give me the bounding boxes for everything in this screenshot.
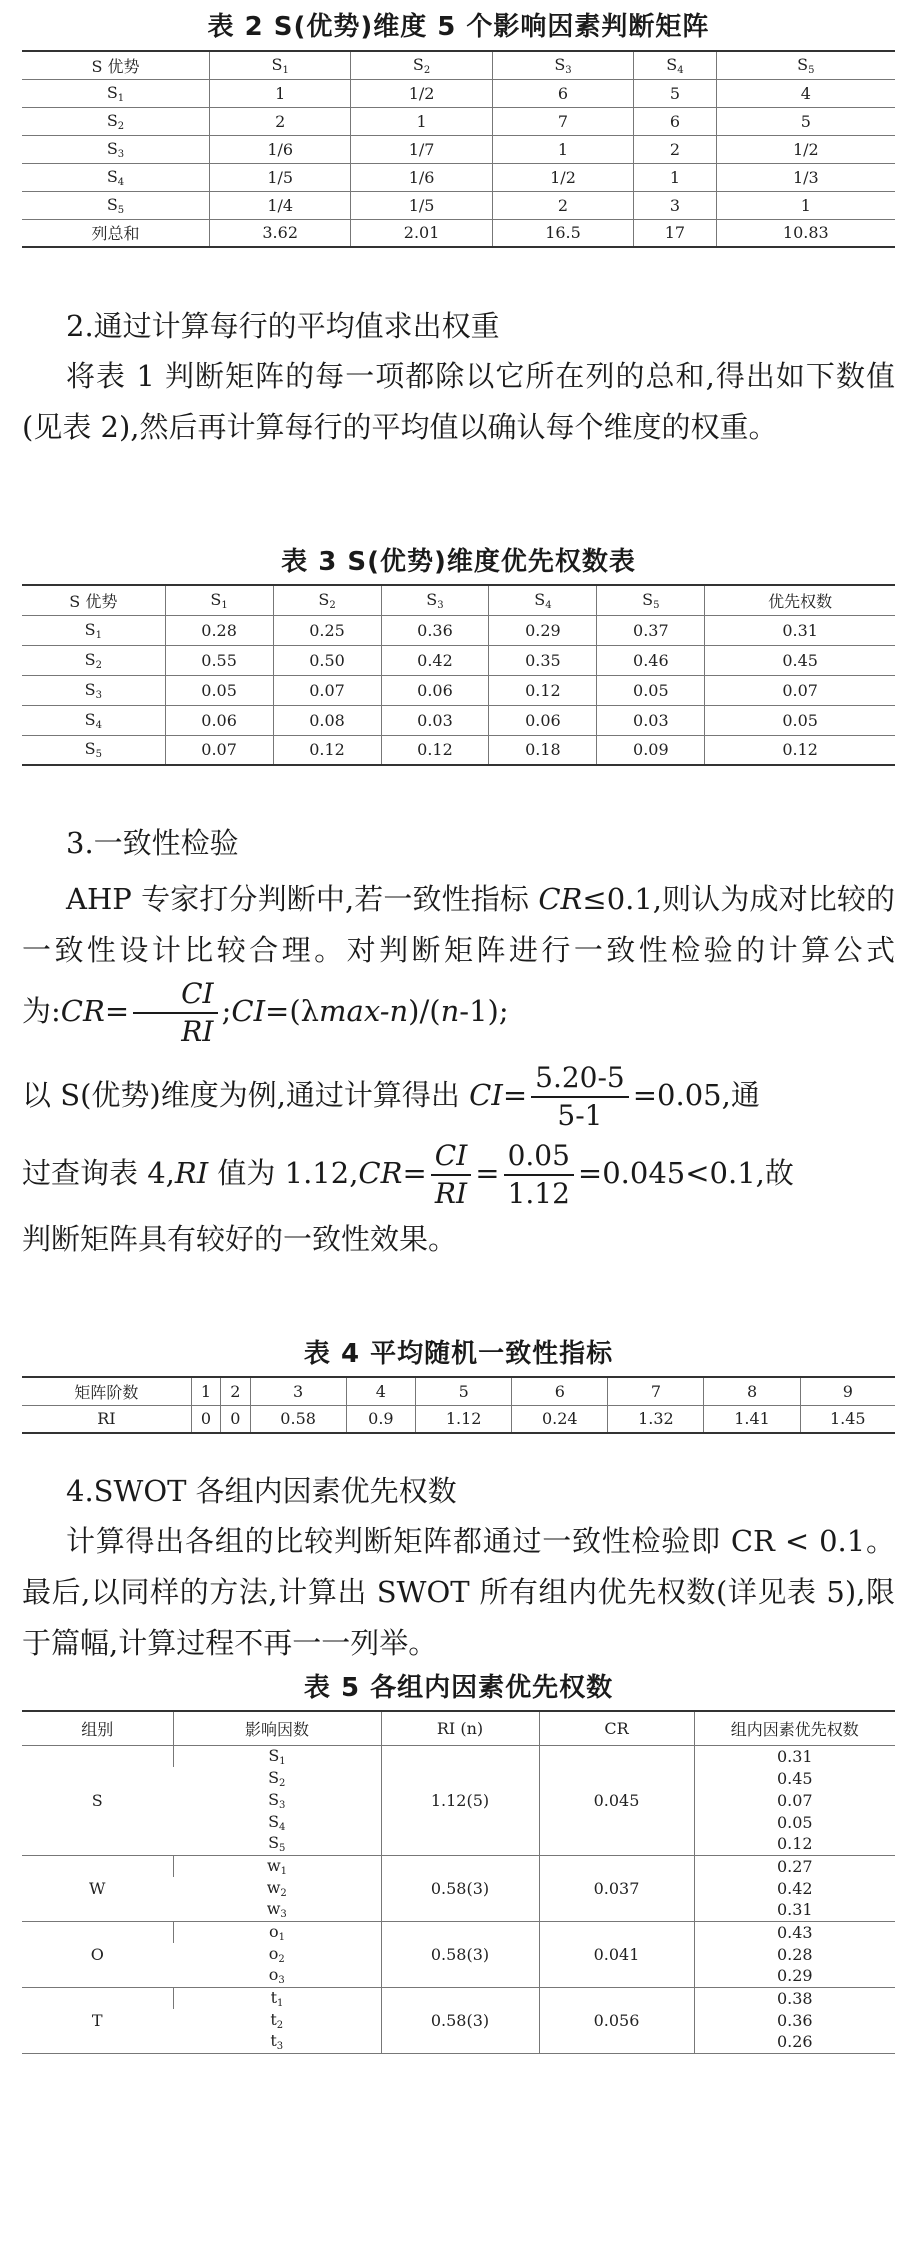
table5-factor-cell: $S_3$ (268, 1789, 286, 1811)
table5-factor-cell: $w_2$ (266, 1877, 287, 1899)
table2-cell: 1/5 (351, 191, 492, 219)
table3-cell: 0.18 (489, 735, 597, 765)
section4-paragraph: 计算得出各组的比较判断矩阵都通过一致性检验即 CR < 0.1。最后,以同样的方法,计算出 SWOT 所有组内优先权数(详见表 5),限于篇幅,计算过程不再一一列举。 (22, 1524, 895, 1660)
section3-text-e: 过查询表 4, (22, 1156, 175, 1190)
table3-cell: 0.42 (381, 645, 489, 675)
formula-semicolon: ; (221, 994, 232, 1028)
table3-cell: 0.07 (705, 675, 895, 705)
table3-caption: 表 3 S(优势)维度优先权数表 (281, 547, 636, 577)
table3-cell: 0.06 (489, 705, 597, 735)
table-row (22, 219, 895, 247)
section4 (22, 1466, 895, 1669)
table5-factor-cell: $t_1$ (173, 1987, 381, 2009)
section3-text-c: 以 S(优势)维度为例,通过计算得出 (22, 1078, 470, 1112)
formula-minus-n: -n (379, 994, 409, 1028)
section3-text-g: =0.045<0.1,故 (577, 1156, 794, 1190)
section3-heading: 3.一致性检验 (66, 826, 239, 860)
formula-tail: -1); (459, 994, 509, 1028)
table3-cell: $S_3$ (22, 675, 165, 705)
table5-ri-cell: 0.58(3) (381, 1855, 539, 1921)
table2-cell: 16.5 (492, 219, 633, 247)
table5-header-cell: 影响因数 (173, 1711, 381, 1745)
table-row (22, 79, 895, 107)
table-row (22, 191, 895, 219)
table4-header-cell: 5 (416, 1377, 512, 1405)
table-row (22, 675, 895, 705)
table4-cell: 0.9 (346, 1405, 415, 1433)
table2-header-cell: $S_4$ (634, 51, 716, 79)
table2-cell: 6 (634, 107, 716, 135)
table-row (22, 735, 895, 765)
formula-cr-lhs-2: CR (358, 1156, 403, 1190)
formula-mid: )/( (408, 994, 441, 1028)
table5-group-name: O (22, 1921, 173, 1987)
table2-cell: $S_1$ (22, 79, 209, 107)
table5-ri-cell: 0.58(3) (381, 1987, 539, 2053)
table5-weight-cell: 0.38 (694, 1987, 895, 2009)
table5-factor-cell: $t_3$ (173, 2031, 381, 2053)
fraction-num-ci-2: CI (431, 1138, 471, 1176)
table5-cr-cell: 0.041 (539, 1921, 694, 1987)
section3-text-f: 值为 1.12, (208, 1156, 359, 1190)
table3-cell: 0.50 (273, 645, 381, 675)
table5 (22, 1710, 895, 2054)
table5-factor-cell: $o_2$ (268, 1943, 285, 1965)
table3-cell: 0.07 (165, 735, 273, 765)
table3 (22, 584, 895, 766)
table2-cell: 1 (716, 191, 895, 219)
table2-cell: $S_3$ (22, 135, 209, 163)
table3-cell: 0.08 (273, 705, 381, 735)
table4-cell: 0.58 (250, 1405, 346, 1433)
table2-cell: 2 (209, 107, 350, 135)
table5-section (22, 1666, 895, 2054)
formula-eq: = (104, 994, 130, 1028)
table5-cr-cell: 0.037 (539, 1855, 694, 1921)
table4-header-cell: 1 (191, 1377, 220, 1405)
table4-header-cell: 9 (800, 1377, 895, 1405)
table2-cell: 1 (351, 107, 492, 135)
formula-eq-2: = (502, 1078, 528, 1112)
table2-header-cell: $S_2$ (351, 51, 492, 79)
table5-header-row (22, 1711, 895, 1745)
section2-paragraph: 将表 1 判断矩阵的每一项都除以它所在列的总和,得出如下数值(见表 2),然后再计算每行的平均值以确认每个维度的权重。 (22, 359, 895, 444)
table3-cell: $S_2$ (22, 645, 165, 675)
table5-header-cell: RI (n) (381, 1711, 539, 1745)
section2 (22, 301, 895, 453)
table3-cell: 0.25 (273, 615, 381, 645)
table5-ri-cell: 1.12(5) (381, 1745, 539, 1855)
table2-cell: 3 (634, 191, 716, 219)
table5-header-cell: 组内因素优先权数 (694, 1711, 895, 1745)
table3-cell: 0.55 (165, 645, 273, 675)
table3-cell: 0.36 (381, 615, 489, 645)
table-row (22, 645, 895, 675)
table2-cell: 1/3 (716, 163, 895, 191)
table5-weight-cell: 0.12 (694, 1833, 895, 1855)
table3-header-cell: $S_4$ (489, 585, 597, 615)
table2-cell: 6 (492, 79, 633, 107)
section2-heading: 2.通过计算每行的平均值求出权重 (66, 309, 500, 343)
table2-cell: 列总和 (22, 219, 209, 247)
table3-header-cell: S 优势 (22, 585, 165, 615)
table-row (22, 1855, 895, 1877)
table2-cell: 5 (716, 107, 895, 135)
table4-cell: 1.45 (800, 1405, 895, 1433)
table2-header-cell: $S_5$ (716, 51, 895, 79)
table5-weight-cell: 0.29 (694, 1965, 895, 1987)
table2-cell: 2.01 (351, 219, 492, 247)
table3-section (22, 540, 895, 766)
table3-header-row (22, 585, 895, 615)
table5-weight-cell: 0.31 (694, 1899, 895, 1921)
table5-weight-cell: 0.45 (694, 1767, 895, 1789)
table3-cell: $S_5$ (22, 735, 165, 765)
table2-header-cell: $S_3$ (492, 51, 633, 79)
table5-cr-cell: 0.045 (539, 1745, 694, 1855)
table4-section (22, 1332, 895, 1434)
formula-ci-fraction (531, 1060, 629, 1134)
table-row (22, 107, 895, 135)
formula-cr-lhs: CR (60, 994, 105, 1028)
table4-cell: RI (22, 1405, 191, 1433)
table4-header-cell: 4 (346, 1377, 415, 1405)
table2-cell: 5 (634, 79, 716, 107)
table2-header-cell: $S_1$ (209, 51, 350, 79)
table2-header-cell: S 优势 (22, 51, 209, 79)
section3-text-a: AHP 专家打分判断中,若一致性指标 (66, 882, 539, 916)
table5-factor-cell: $S_1$ (173, 1745, 381, 1767)
fraction-ci-num: 5.20-5 (531, 1060, 629, 1098)
formula-ci-lhs-2: CI (469, 1078, 503, 1112)
table4-header-cell: 3 (250, 1377, 346, 1405)
table5-factor-cell: $S_2$ (268, 1767, 286, 1789)
table3-cell: 0.12 (705, 735, 895, 765)
formula-n: n (440, 994, 460, 1028)
table5-header-cell: 组别 (22, 1711, 173, 1745)
table2-cell: 1 (209, 79, 350, 107)
fraction-ci-den: 5-1 (557, 1099, 603, 1132)
formula-cr-fraction-2 (431, 1138, 471, 1212)
table2-cell: 1/2 (716, 135, 895, 163)
table3-cell: 0.45 (705, 645, 895, 675)
table5-header-cell: CR (539, 1711, 694, 1745)
table5-weight-cell: 0.26 (694, 2031, 895, 2053)
table3-cell: 0.31 (705, 615, 895, 645)
formula-ci-lhs: CI (231, 994, 266, 1028)
table4-cell: 0 (221, 1405, 250, 1433)
table5-weight-cell: 0.07 (694, 1789, 895, 1811)
table5-ri-cell: 0.58(3) (381, 1921, 539, 1987)
table2-cell: 2 (634, 135, 716, 163)
table4-header-cell: 7 (608, 1377, 704, 1405)
table2-cell: 3.62 (209, 219, 350, 247)
section3-paragraph3 (22, 1138, 895, 1212)
table5-weight-cell: 0.05 (694, 1811, 895, 1833)
table3-cell: 0.28 (165, 615, 273, 645)
table3-cell: 0.05 (165, 675, 273, 705)
table3-cell: 0.03 (597, 705, 705, 735)
table-row (22, 615, 895, 645)
table3-cell: 0.46 (597, 645, 705, 675)
formula-eq-4: = (475, 1156, 500, 1190)
table5-weight-cell: 0.36 (694, 2009, 895, 2031)
table3-cell: 0.35 (489, 645, 597, 675)
table2-caption: 表 2 S(优势)维度 5 个影响因素判断矩阵 (207, 12, 710, 42)
table2-cell: $S_4$ (22, 163, 209, 191)
formula-cr-value-fraction (504, 1138, 574, 1212)
table2-cell: $S_2$ (22, 107, 209, 135)
table3-cell: $S_4$ (22, 705, 165, 735)
table3-cell: 0.37 (597, 615, 705, 645)
table2-cell: 1/2 (492, 163, 633, 191)
table4-cell: 1.32 (608, 1405, 704, 1433)
table3-cell: 0.29 (489, 615, 597, 645)
table2-cell: 10.83 (716, 219, 895, 247)
symbol-ri: RI (174, 1156, 209, 1190)
table5-factor-cell: $o_1$ (173, 1921, 381, 1943)
table4-cell: 1.12 (416, 1405, 512, 1433)
table2-section (22, 4, 895, 248)
table3-cell: 0.05 (705, 705, 895, 735)
table4-header-cell: 矩阵阶数 (22, 1377, 191, 1405)
table2-cell: 1/4 (209, 191, 350, 219)
table4-header-row (22, 1377, 895, 1405)
table2-cell: 1/7 (351, 135, 492, 163)
table5-weight-cell: 0.43 (694, 1921, 895, 1943)
table2 (22, 50, 895, 248)
section3-paragraph4: 判断矩阵具有较好的一致性效果。 (22, 1222, 458, 1256)
table2-header-row (22, 51, 895, 79)
formula-cr-fraction (133, 976, 217, 1050)
table3-header-cell: $S_2$ (273, 585, 381, 615)
table3-cell: 0.09 (597, 735, 705, 765)
table3-cell: 0.05 (597, 675, 705, 705)
table5-weight-cell: 0.27 (694, 1855, 895, 1877)
table3-cell: 0.12 (381, 735, 489, 765)
table2-cell: 7 (492, 107, 633, 135)
table5-group-name: S (22, 1745, 173, 1855)
table2-cell: 2 (492, 191, 633, 219)
table5-factor-cell: $w_1$ (173, 1855, 381, 1877)
formula-eq-3: = (402, 1156, 427, 1190)
table4-cell: 0 (191, 1405, 220, 1433)
table4-cell: 1.41 (704, 1405, 800, 1433)
section3 (22, 818, 895, 1265)
table2-cell: 17 (634, 219, 716, 247)
table3-cell: 0.03 (381, 705, 489, 735)
table4-cell: 0.24 (512, 1405, 608, 1433)
table-row (22, 1921, 895, 1943)
table2-cell: 1/6 (209, 135, 350, 163)
section3-text-b: ≤0.1,则认为成对比较的一致性设计比较合理。对判断矩阵进行一致性检验的计算公式为: (22, 882, 896, 1028)
table3-body (22, 615, 895, 765)
table5-factor-cell: $w_3$ (173, 1899, 381, 1921)
section3-text-d: =0.05,通 (632, 1078, 760, 1112)
table2-cell: 1 (492, 135, 633, 163)
table5-caption: 表 5 各组内因素优先权数 (303, 1673, 614, 1703)
fraction-den-ri: RI (181, 1015, 214, 1048)
table2-cell: 1/6 (351, 163, 492, 191)
table4-header-cell: 6 (512, 1377, 608, 1405)
table3-header-cell: $S_1$ (165, 585, 273, 615)
table-row (22, 1987, 895, 2009)
symbol-cr: CR (538, 882, 583, 916)
table2-cell: 1/2 (351, 79, 492, 107)
table3-cell: 0.12 (489, 675, 597, 705)
fraction-cr-num: 0.05 (504, 1138, 574, 1176)
table3-header-cell: $S_3$ (381, 585, 489, 615)
table5-cr-cell: 0.056 (539, 1987, 694, 2053)
table4-header-cell: 2 (221, 1377, 250, 1405)
table5-weight-cell: 0.28 (694, 1943, 895, 1965)
fraction-den-ri-2: RI (434, 1177, 468, 1210)
table3-cell: 0.07 (273, 675, 381, 705)
table5-factor-cell: $o_3$ (173, 1965, 381, 1987)
table3-cell: $S_1$ (22, 615, 165, 645)
section4-heading: 4.SWOT 各组内因素优先权数 (66, 1474, 457, 1508)
table5-factor-cell: $S_4$ (268, 1811, 286, 1833)
table-row (22, 163, 895, 191)
table4-caption: 表 4 平均随机一致性指标 (303, 1339, 614, 1369)
table5-factor-cell: $t_2$ (270, 2009, 284, 2031)
formula-ci-text: =(λ (265, 994, 320, 1028)
table-row (22, 705, 895, 735)
table5-weight-cell: 0.42 (694, 1877, 895, 1899)
table4-body (22, 1405, 895, 1433)
table5-group-name: T (22, 1987, 173, 2053)
table-row (22, 1745, 895, 1767)
table4 (22, 1376, 895, 1434)
table2-cell: 1/5 (209, 163, 350, 191)
table2-body (22, 79, 895, 247)
fraction-num-ci: CI (133, 976, 217, 1014)
table5-weight-cell: 0.31 (694, 1745, 895, 1767)
table3-cell: 0.06 (381, 675, 489, 705)
table4-header-cell: 8 (704, 1377, 800, 1405)
table-row (22, 1405, 895, 1433)
fraction-cr-den: 1.12 (507, 1177, 570, 1210)
table2-cell: 4 (716, 79, 895, 107)
table3-cell: 0.12 (273, 735, 381, 765)
table5-body (22, 1745, 895, 2053)
table5-factor-cell: $S_5$ (173, 1833, 381, 1855)
table5-group-name: W (22, 1855, 173, 1921)
table-row (22, 135, 895, 163)
table3-header-cell: 优先权数 (705, 585, 895, 615)
section3-paragraph1 (22, 874, 895, 1050)
section3-paragraph2 (22, 1060, 895, 1134)
table3-header-cell: $S_5$ (597, 585, 705, 615)
table2-cell: $S_5$ (22, 191, 209, 219)
table2-cell: 1 (634, 163, 716, 191)
formula-max: max (319, 994, 380, 1028)
table3-cell: 0.06 (165, 705, 273, 735)
